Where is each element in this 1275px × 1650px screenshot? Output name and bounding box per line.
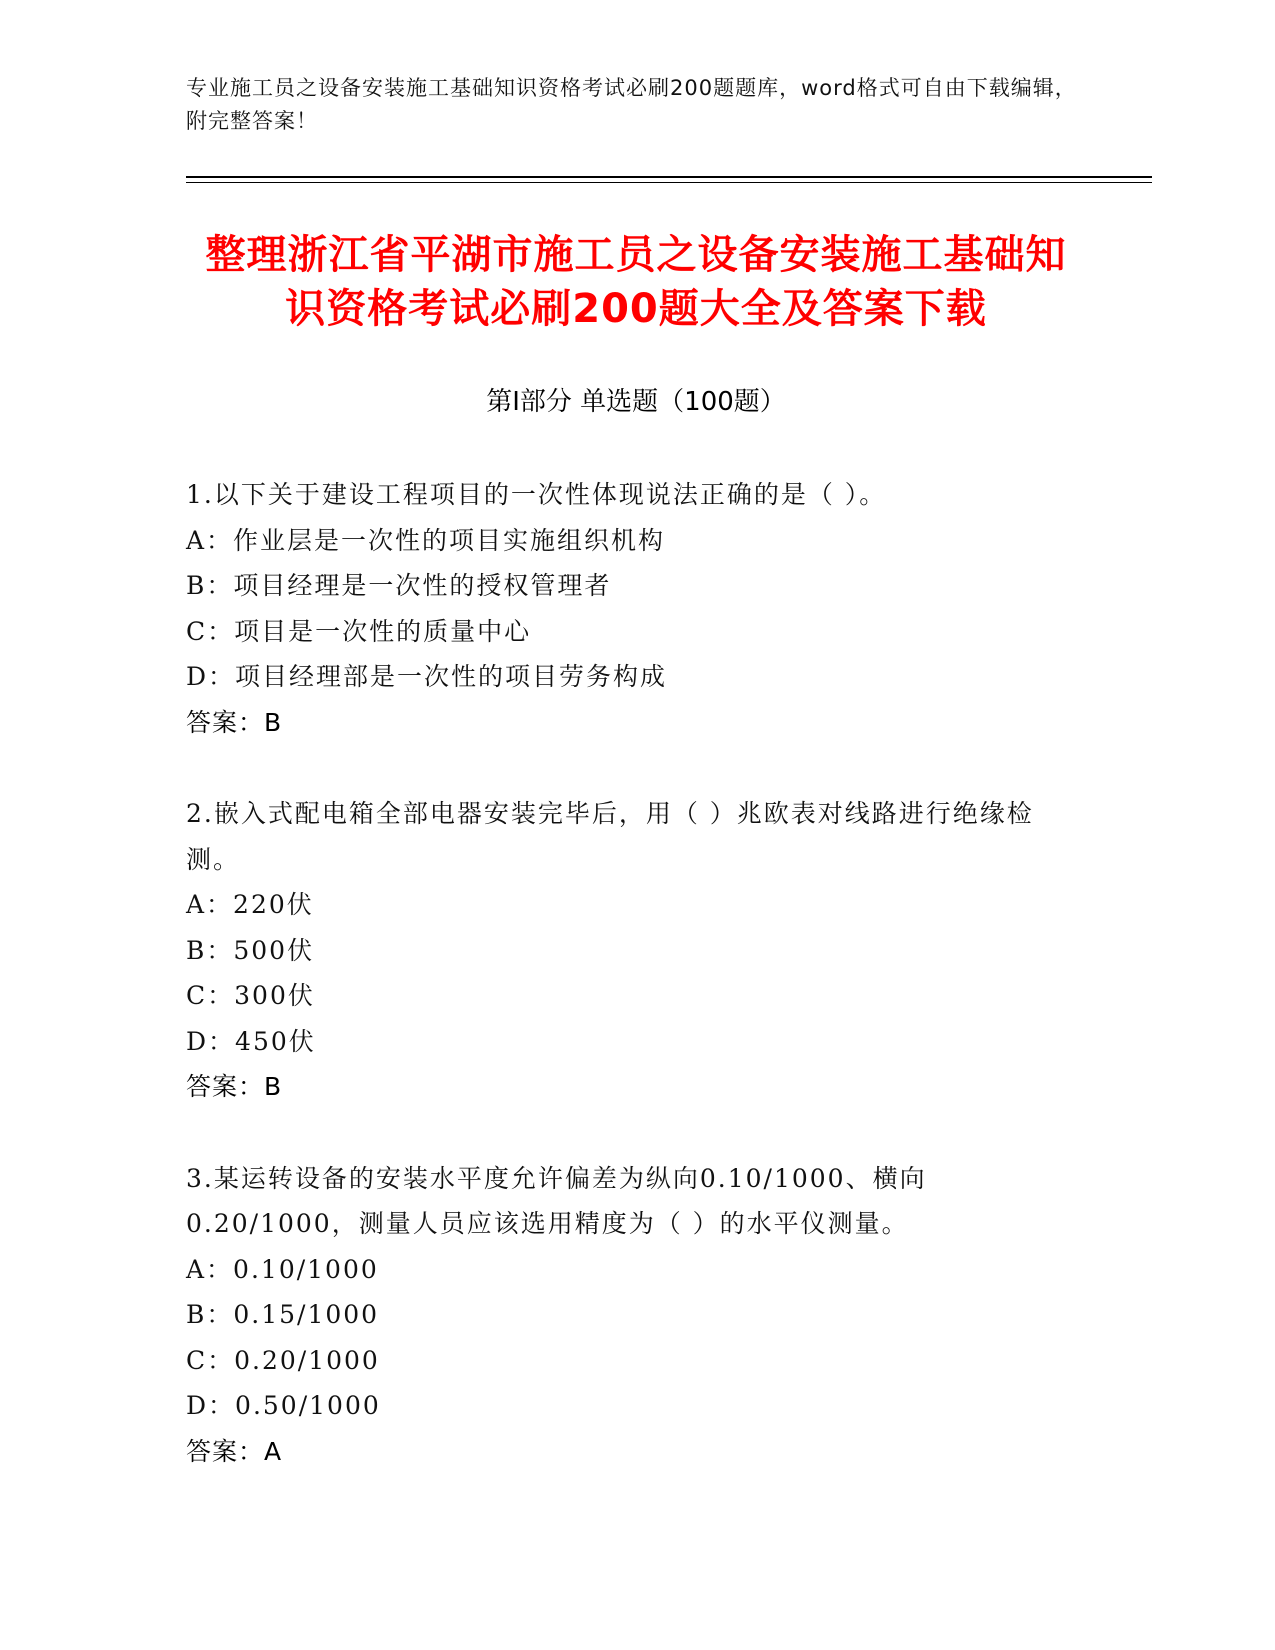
option-d: D：450伏 (186, 1026, 316, 1056)
option-b: B：500伏 (186, 935, 315, 965)
question-1 (186, 472, 1086, 745)
option-b: B：项目经理是一次性的授权管理者 (186, 571, 612, 600)
answer: 答案：A (186, 1436, 283, 1466)
question-3 (186, 1156, 1086, 1475)
option-d: D：项目经理部是一次性的项目劳务构成 (186, 662, 668, 691)
option-a: A：220伏 (186, 890, 314, 919)
answer: 答案：B (186, 1072, 283, 1101)
option-c: C：300伏 (186, 981, 315, 1010)
header-rule-thick (186, 176, 1152, 178)
question-2 (186, 791, 1086, 1110)
option-a: A：0.10/1000 (186, 1254, 379, 1284)
header-note: 专业施工员之设备安装施工基础知识资格考试必刷200题题库，word格式可自由下载编辑，附完整答案！ (186, 76, 1077, 133)
section-title: 第I部分 单选题（100题） (486, 387, 786, 417)
option-a: A：作业层是一次性的项目实施组织机构 (186, 525, 666, 555)
answer: 答案：B (186, 707, 283, 737)
question-stem: 2.嵌入式配电箱全部电器安装完毕后，用（ ）兆欧表对线路进行绝缘检测。 (186, 799, 1034, 874)
option-c: C：0.20/1000 (186, 1345, 380, 1375)
header-rule-thin (186, 182, 1152, 183)
question-stem: 1.以下关于建设工程项目的一次性体现说法正确的是（ ）。 (186, 480, 887, 509)
option-c: C：项目是一次性的质量中心 (186, 616, 532, 646)
question-stem: 3.某运转设备的安装水平度允许偏差为纵向0.10/1000、横向0.20/1000，测量人员应该选用精度为（ ）的水平仪测量。 (186, 1163, 927, 1238)
option-b: B：0.15/1000 (186, 1300, 380, 1329)
question-list (186, 472, 1086, 1520)
option-d: D：0.50/1000 (186, 1391, 381, 1420)
document-title: 整理浙江省平湖市施工员之设备安装施工基础知识资格考试必刷200题大全及答案下载 (205, 232, 1067, 332)
